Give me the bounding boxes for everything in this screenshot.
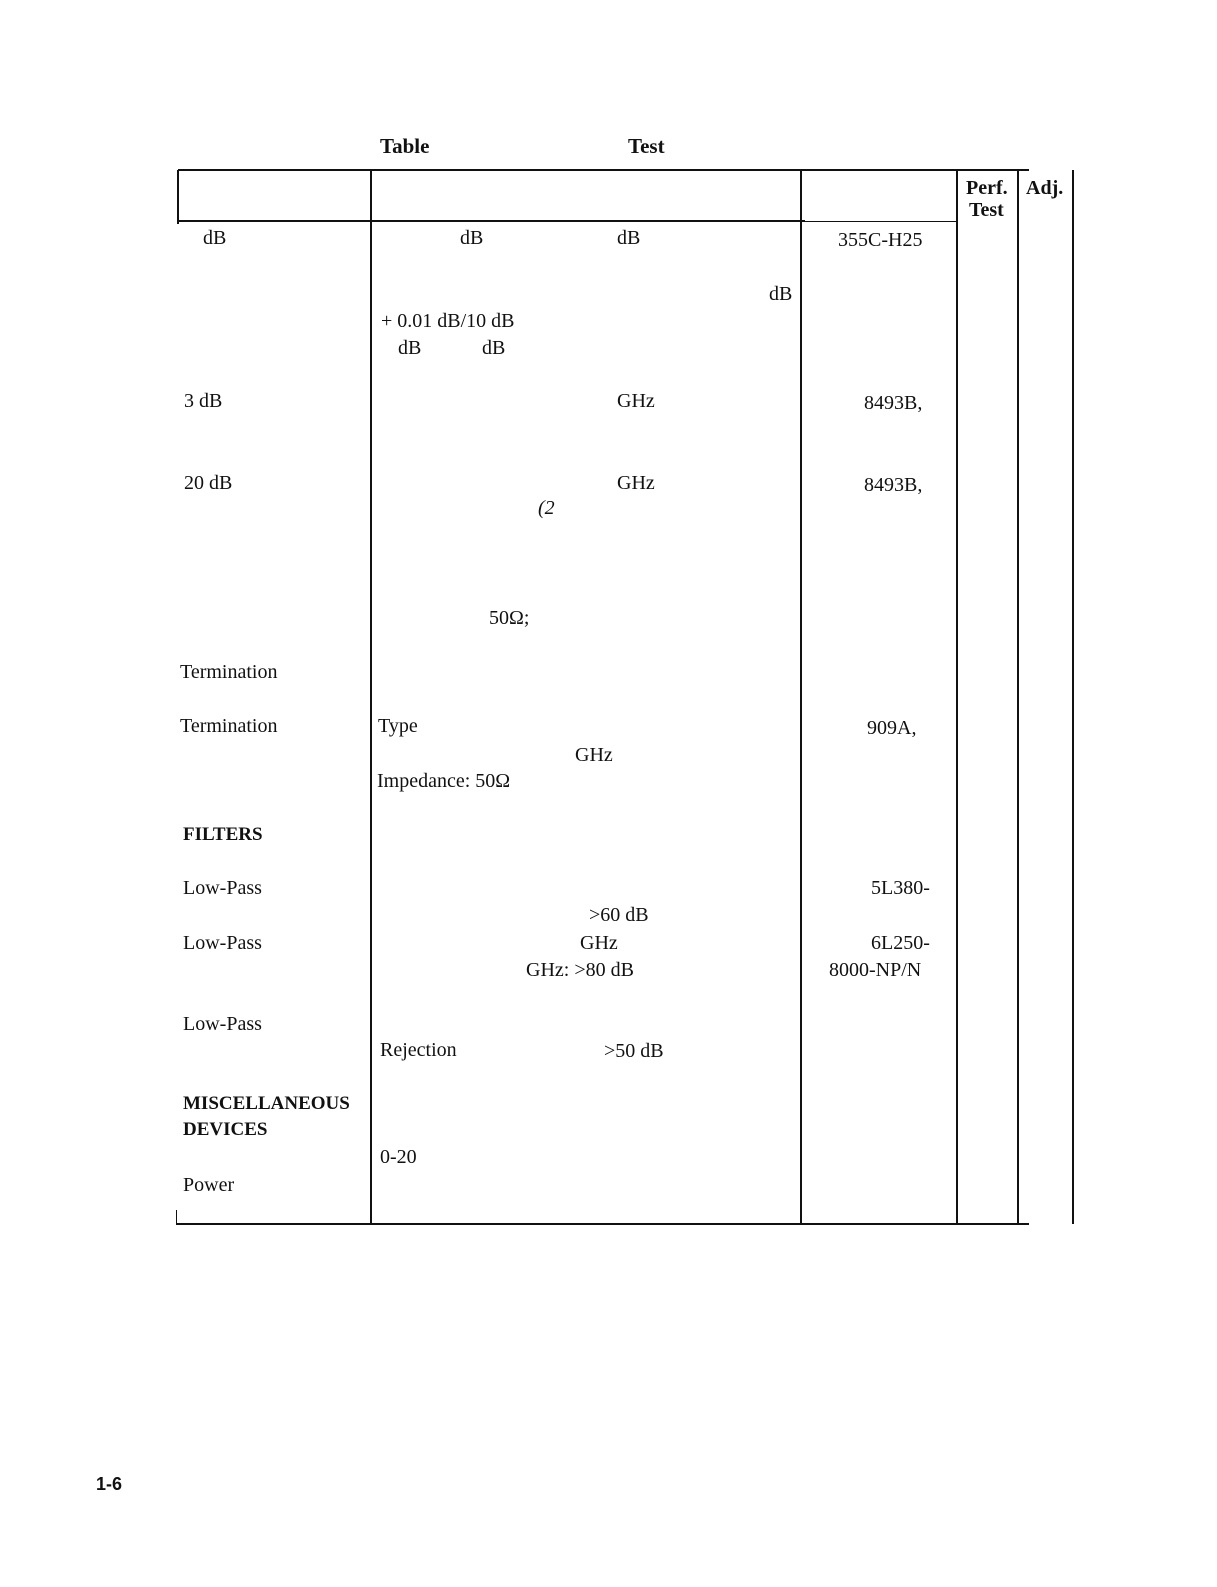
title-word-test: Test (628, 134, 665, 158)
row-4-col3: 8493B, (864, 392, 923, 414)
title-word-table: Table (380, 134, 430, 158)
row-2-col2: + 0.01 dB/10 dB (381, 310, 515, 332)
row-0-col2-a: dB (460, 227, 484, 249)
table-header-rule-right (805, 221, 957, 222)
row-21-col1: Power (183, 1174, 235, 1196)
row-0-col2-b: dB (617, 227, 641, 249)
row-14-col2: >60 dB (589, 904, 649, 926)
row-15-col3: 6L250- (871, 932, 930, 954)
row-6-col2: (2 (538, 497, 555, 519)
page-number: 1-6 (96, 1474, 123, 1494)
row-7-col2: 50Ω; (489, 607, 530, 629)
row-0-col1: dB (203, 227, 227, 249)
row-5-col1: 20 dB (184, 472, 233, 494)
row-5-col3: 8493B, (864, 474, 923, 496)
column-divider-3 (956, 170, 958, 1224)
row-9-col3: 909A, (867, 717, 917, 739)
row-4-col1: 3 dB (184, 390, 223, 412)
row-13-col3: 5L380- (871, 877, 930, 899)
row-11-col2: Impedance: 50Ω (377, 770, 511, 792)
row-1-col2-right: dB (769, 283, 793, 305)
row-16-col2: GHz: >80 dB (526, 959, 634, 981)
row-5-col2: GHz (617, 472, 655, 494)
row-19-col1-section-misc-a: MISCELLANEOUS (183, 1093, 350, 1114)
row-20-col2: 0-20 (380, 1146, 417, 1168)
row-3-col2-b: dB (482, 337, 506, 359)
table-left-edge (177, 170, 179, 224)
row-3-col2-a: dB (398, 337, 422, 359)
header-test: Test (969, 199, 1004, 221)
row-4-col2: GHz (617, 390, 655, 412)
row-18-col2-a: Rejection (380, 1039, 457, 1061)
table-left-edge-bottom (176, 1210, 177, 1224)
table-bottom-rule (176, 1223, 1029, 1225)
row-8-col1: Termination (180, 661, 278, 683)
row-18-col2-b: >50 dB (604, 1040, 664, 1062)
table-right-edge (1072, 170, 1074, 1224)
row-9-col1: Termination (180, 715, 278, 737)
row-10-col2: GHz (575, 744, 613, 766)
table-header-rule (178, 220, 805, 222)
row-19-col1-section-misc-b: DEVICES (183, 1119, 268, 1140)
row-17-col1: Low-Pass (183, 1013, 262, 1035)
row-16-col3: 8000-NP/N (829, 959, 922, 981)
row-9-col2: Type (378, 715, 418, 737)
row-12-col1-section-filters: FILTERS (183, 824, 263, 845)
column-divider-2 (800, 170, 802, 1224)
row-0-col3: 355C-H25 (838, 229, 923, 251)
table-top-rule (178, 169, 1029, 171)
header-perf: Perf. (966, 177, 1008, 199)
row-15-col1: Low-Pass (183, 932, 262, 954)
header-adj: Adj. (1026, 177, 1064, 199)
row-15-col2: GHz (580, 932, 618, 954)
column-divider-1 (370, 170, 372, 1224)
column-divider-4 (1017, 170, 1019, 1224)
row-13-col1: Low-Pass (183, 877, 262, 899)
